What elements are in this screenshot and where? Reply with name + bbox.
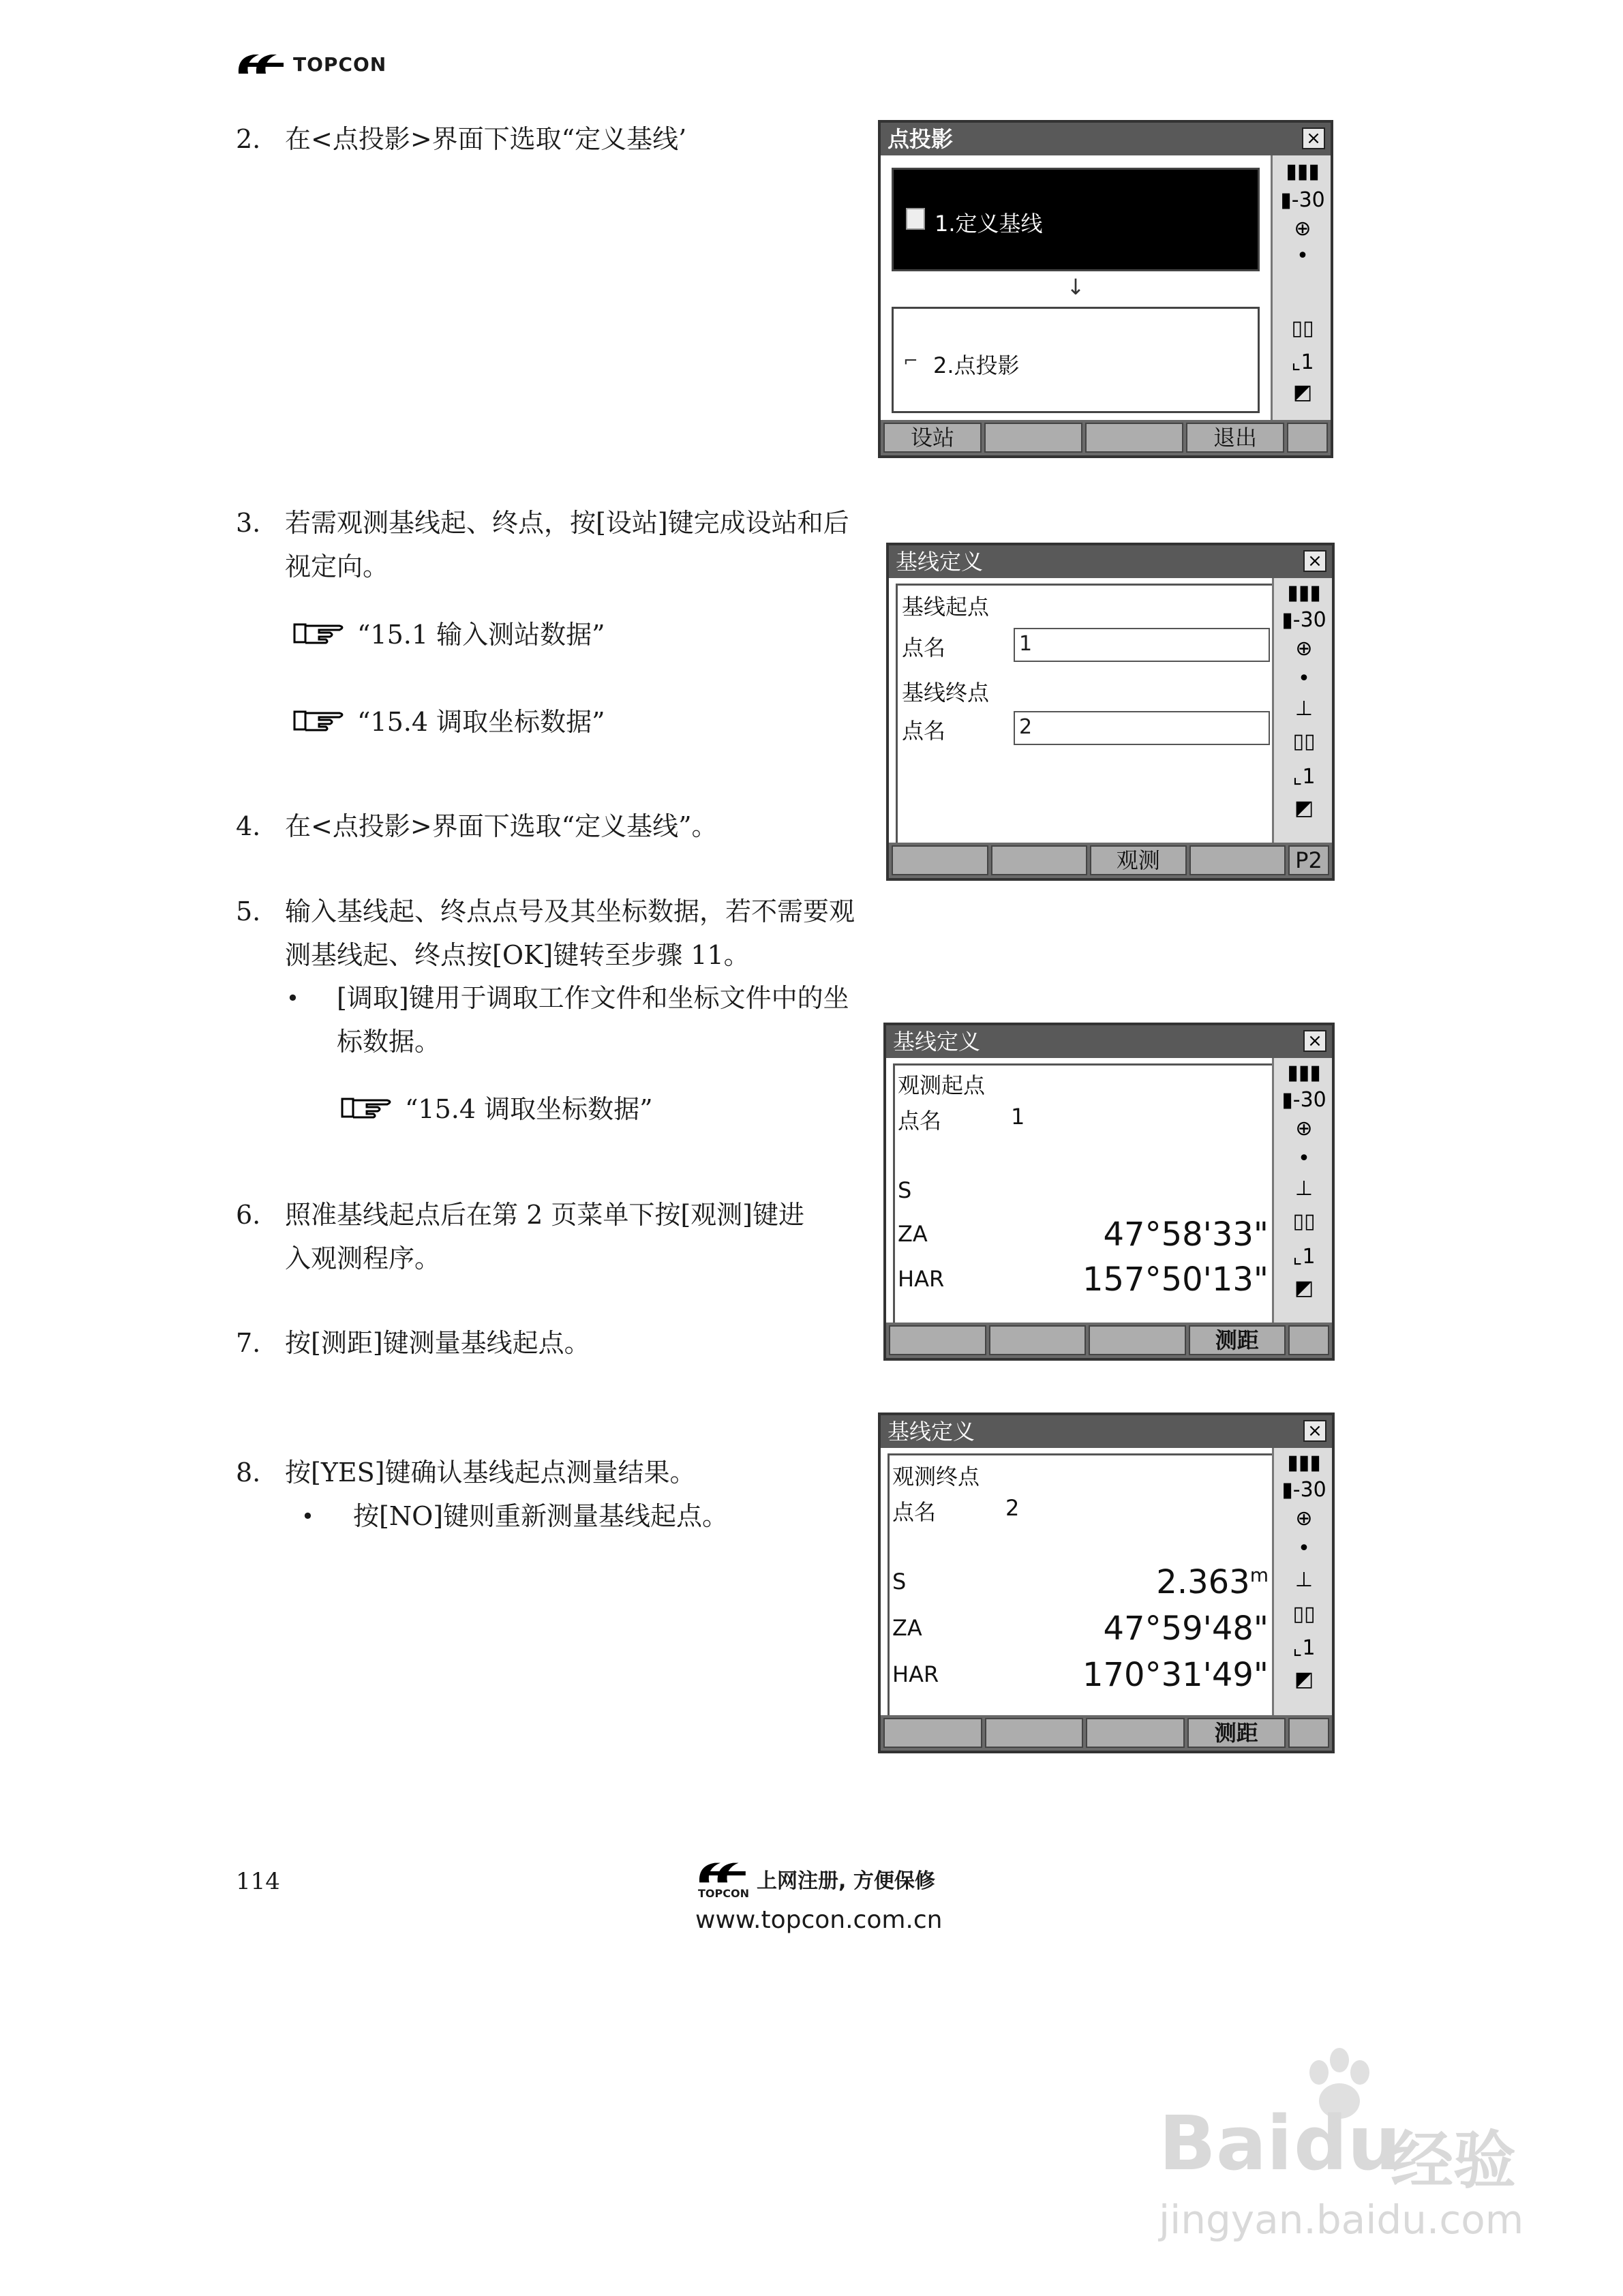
- prism-icon: ⊥: [1294, 697, 1314, 721]
- slogan: 上网注册, 方便保修: [757, 1869, 935, 1893]
- bullet-text-line1: [调取]键用于调取工作文件和坐标文件中的坐: [337, 983, 849, 1013]
- title-bar: [889, 545, 1332, 578]
- projection-icon: ⌐: [903, 351, 918, 372]
- point-name-label: 点名: [902, 635, 946, 661]
- window-title: 基线定义: [896, 549, 984, 575]
- softkey-empty[interactable]: [1086, 1718, 1185, 1748]
- topcon-logo-icon: [236, 50, 289, 78]
- softkey-empty[interactable]: [1288, 1718, 1329, 1748]
- softkey-bar: [881, 1715, 1332, 1751]
- screen-point-projection: [878, 120, 1333, 458]
- level-value: 1: [1302, 1636, 1316, 1660]
- measurement-area: [893, 1063, 1276, 1328]
- step-number: 3.: [236, 508, 261, 538]
- softkey-bar: [886, 1323, 1332, 1358]
- brand-name: TOPCON: [293, 52, 387, 76]
- dot-icon: •: [1298, 1147, 1310, 1170]
- instrument-icon: ▯▯: [1292, 729, 1316, 753]
- tilt-value: -30: [1292, 608, 1326, 632]
- slope-distance-unit: m: [1249, 1564, 1269, 1586]
- softkey-empty[interactable]: [991, 845, 1088, 875]
- level-icon: ⌞1: [1291, 350, 1314, 374]
- softkey-empty[interactable]: [1085, 423, 1183, 453]
- observe-start-header: 观测起点: [898, 1072, 986, 1098]
- softkey-bar: [889, 843, 1332, 878]
- point-name-label: 点名: [892, 1499, 937, 1525]
- menu-item-point-projection[interactable]: [892, 307, 1260, 413]
- step-text-line2: 测基线起、终点按[OK]键转至步骤 11。: [285, 940, 750, 970]
- status-icon-column: [1272, 578, 1332, 848]
- reference-15-4: [292, 701, 605, 738]
- menu-item-label: 2.点投影: [933, 352, 1020, 378]
- reference-text: “15.1 输入测站数据”: [357, 620, 605, 650]
- battery-icon: ▮▮▮: [1286, 160, 1320, 183]
- window-title: 点投影: [888, 126, 954, 152]
- battery-icon: ▮▮▮: [1287, 581, 1321, 605]
- softkey-page-2[interactable]: P2: [1288, 845, 1329, 875]
- footer-brand: [695, 1854, 954, 1943]
- softkey-empty[interactable]: [1287, 423, 1328, 453]
- reference-15-4-bullet: [339, 1088, 653, 1126]
- point-name-label: 点名: [898, 1108, 942, 1134]
- step-number: 6.: [236, 1200, 261, 1230]
- tilt-value: -30: [1292, 1088, 1326, 1112]
- target-icon: ⊕: [1295, 1507, 1313, 1530]
- target-icon: ⊕: [1295, 637, 1313, 661]
- zenith-angle-value: 47°58'33": [1103, 1215, 1269, 1254]
- observe-end-header: 观测终点: [892, 1464, 980, 1490]
- status-icon-column: [1272, 1058, 1332, 1328]
- slope-distance-number: 2.363: [1156, 1563, 1250, 1601]
- step-6: [236, 1193, 877, 1282]
- baseline-end-label: 基线终点: [902, 680, 990, 706]
- form-area: [896, 584, 1277, 848]
- baseline-start-label: 基线起点: [902, 594, 990, 620]
- close-button[interactable]: ×: [1303, 1030, 1326, 1052]
- softkey-measure-distance[interactable]: 测距: [1189, 1325, 1286, 1355]
- dot-icon: •: [1298, 1537, 1310, 1560]
- step-text-line1: 若需观测基线起、终点，按[设站]键完成设站和后: [285, 508, 849, 538]
- bullet-text-line2: 标数据。: [337, 1027, 441, 1057]
- menu-item-define-baseline[interactable]: [892, 168, 1260, 271]
- softkey-setup-station[interactable]: 设站: [883, 423, 982, 453]
- step-5: [236, 890, 917, 978]
- softkey-empty[interactable]: [889, 1325, 986, 1355]
- tilt-icon: ▮-30: [1280, 188, 1325, 212]
- softkey-empty[interactable]: [892, 845, 988, 875]
- pointing-hand-icon: [292, 619, 348, 646]
- softkey-empty[interactable]: [1288, 1325, 1329, 1355]
- step-text: 在<点投影>界面下选取“定义基线”。: [285, 811, 718, 841]
- pointing-hand-icon: [292, 706, 348, 734]
- tilt-icon: ▮-30: [1281, 608, 1326, 632]
- prism-icon: ⊥: [1294, 1177, 1314, 1200]
- dot-icon: •: [1296, 244, 1309, 268]
- instrument-icon: ▯▯: [1292, 1209, 1316, 1233]
- watermark-cn: 经验: [1391, 2124, 1517, 2197]
- brand-small: TOPCON: [698, 1887, 749, 1900]
- softkey-empty[interactable]: [989, 1325, 1087, 1355]
- reference-15-1: [292, 614, 605, 651]
- reference-text: “15.4 调取坐标数据”: [357, 707, 605, 737]
- close-button[interactable]: ×: [1302, 127, 1325, 149]
- step-2: [236, 117, 849, 161]
- level-value: 1: [1302, 1245, 1316, 1269]
- level-icon: ⌞1: [1292, 1245, 1316, 1269]
- point-name-label: 点名: [902, 718, 946, 744]
- softkey-empty[interactable]: [985, 1718, 1084, 1748]
- battery-icon: ▮▮▮: [1287, 1451, 1321, 1475]
- slope-distance-value: [1156, 1563, 1269, 1601]
- step-text-line2: 入观测程序。: [285, 1243, 441, 1273]
- step-text: 按[测距]键测量基线起点。: [285, 1328, 590, 1358]
- softkey-observe[interactable]: 观测: [1090, 845, 1187, 875]
- softkey-measure-distance[interactable]: 测距: [1187, 1718, 1286, 1748]
- arrow-down-icon: ↓: [1066, 274, 1085, 300]
- instrument-icon: ▯▯: [1292, 1602, 1316, 1626]
- input-mode-icon: ◩: [1294, 796, 1314, 820]
- bullet-dot: •: [286, 985, 299, 1011]
- point-name-value: 2: [1005, 1495, 1020, 1521]
- bullet-item: [301, 1494, 847, 1538]
- step-text-line1: 照准基线起点后在第 2 页菜单下按[观测]键进: [285, 1200, 804, 1230]
- close-button[interactable]: ×: [1303, 1420, 1326, 1442]
- status-icon-column: [1271, 155, 1331, 423]
- tilt-value: -30: [1291, 188, 1325, 212]
- dot-icon: •: [1298, 667, 1310, 691]
- horizontal-angle-label: HAR: [892, 1661, 939, 1687]
- step-8: [236, 1451, 849, 1494]
- tilt-icon: ▮-30: [1281, 1478, 1326, 1502]
- softkey-bar: [881, 420, 1331, 455]
- window-title: 基线定义: [893, 1029, 981, 1055]
- watermark-brand-du: du: [1294, 2100, 1401, 2187]
- input-mode-icon: ◩: [1292, 380, 1313, 404]
- step-3: [236, 501, 917, 590]
- website-link[interactable]: www.topcon.com.cn: [695, 1906, 943, 1934]
- softkey-empty[interactable]: [883, 1718, 982, 1748]
- header-logo: [236, 50, 386, 78]
- start-point-name-input[interactable]: 1: [1014, 628, 1270, 662]
- slope-distance-label: S: [892, 1569, 907, 1595]
- step-number: 8.: [236, 1457, 261, 1487]
- bullet-text: 按[NO]键则重新测量基线起点。: [353, 1501, 729, 1531]
- reference-text: “15.4 调取坐标数据”: [405, 1094, 653, 1124]
- measurement-area: [888, 1453, 1276, 1721]
- page-number: 114: [236, 1868, 280, 1895]
- menu-item-label: 1.定义基线: [935, 211, 1043, 237]
- horizontal-angle-value: 157°50'13": [1082, 1260, 1269, 1299]
- zenith-angle-label: ZA: [898, 1221, 928, 1247]
- bullet-item: [286, 976, 941, 1065]
- step-7: [236, 1321, 849, 1365]
- step-text: 按[YES]键确认基线起点测量结果。: [285, 1457, 696, 1487]
- watermark-brand: Bai: [1159, 2100, 1292, 2187]
- screen-baseline-definition-input: [886, 543, 1335, 881]
- step-text: 在<点投影>界面下选取“定义基线’: [285, 124, 687, 154]
- target-icon: ⊕: [1295, 1117, 1313, 1141]
- step-number: 5.: [236, 896, 261, 926]
- level-value: 1: [1301, 350, 1314, 374]
- input-mode-icon: ◩: [1294, 1667, 1314, 1691]
- tilt-value: -30: [1292, 1478, 1326, 1502]
- screen-observe-start: [883, 1023, 1335, 1361]
- document-icon: [906, 208, 925, 230]
- tilt-icon: ▮-30: [1281, 1088, 1326, 1112]
- end-point-name-input[interactable]: 2: [1014, 711, 1270, 745]
- status-icon-column: [1272, 1448, 1332, 1721]
- prism-icon: ⊥: [1294, 1568, 1314, 1592]
- step-number: 4.: [236, 811, 261, 841]
- topcon-logo-icon: [697, 1858, 751, 1887]
- step-text-line1: 输入基线起、终点点号及其坐标数据，若不需要观: [285, 896, 855, 926]
- close-button[interactable]: ×: [1303, 550, 1326, 572]
- watermark-url: jingyan.baidu.com: [1159, 2196, 1524, 2243]
- softkey-empty[interactable]: [1189, 845, 1286, 875]
- battery-icon: ▮▮▮: [1287, 1061, 1321, 1085]
- softkey-exit[interactable]: 退出: [1186, 423, 1284, 453]
- bullet-dot: •: [301, 1503, 314, 1529]
- zenith-angle-label: ZA: [892, 1615, 922, 1641]
- step-text-line2: 视定向。: [285, 552, 389, 581]
- pointing-hand-icon: [339, 1093, 395, 1121]
- step-number: 2.: [236, 124, 261, 154]
- point-name-value: 1: [1011, 1104, 1025, 1130]
- screen-observe-end: [878, 1413, 1335, 1753]
- target-icon: ⊕: [1294, 217, 1311, 241]
- softkey-empty[interactable]: [1089, 1325, 1186, 1355]
- step-number: 7.: [236, 1328, 261, 1358]
- level-icon: ⌞1: [1292, 765, 1316, 789]
- horizontal-angle-label: HAR: [898, 1266, 945, 1292]
- baidu-watermark: [1152, 2045, 1534, 2250]
- step-4: [236, 804, 849, 848]
- title-bar: [881, 123, 1331, 155]
- input-mode-icon: ◩: [1294, 1276, 1314, 1300]
- level-value: 1: [1302, 765, 1316, 789]
- level-icon: ⌞1: [1292, 1636, 1316, 1660]
- softkey-empty[interactable]: [984, 423, 1082, 453]
- instrument-icon: ▯▯: [1291, 316, 1314, 340]
- slope-distance-label: S: [898, 1177, 912, 1203]
- title-bar: [886, 1025, 1332, 1058]
- window-title: 基线定义: [888, 1419, 975, 1445]
- title-bar: [881, 1415, 1332, 1448]
- horizontal-angle-value: 170°31'49": [1082, 1656, 1269, 1694]
- zenith-angle-value: 47°59'48": [1103, 1610, 1269, 1648]
